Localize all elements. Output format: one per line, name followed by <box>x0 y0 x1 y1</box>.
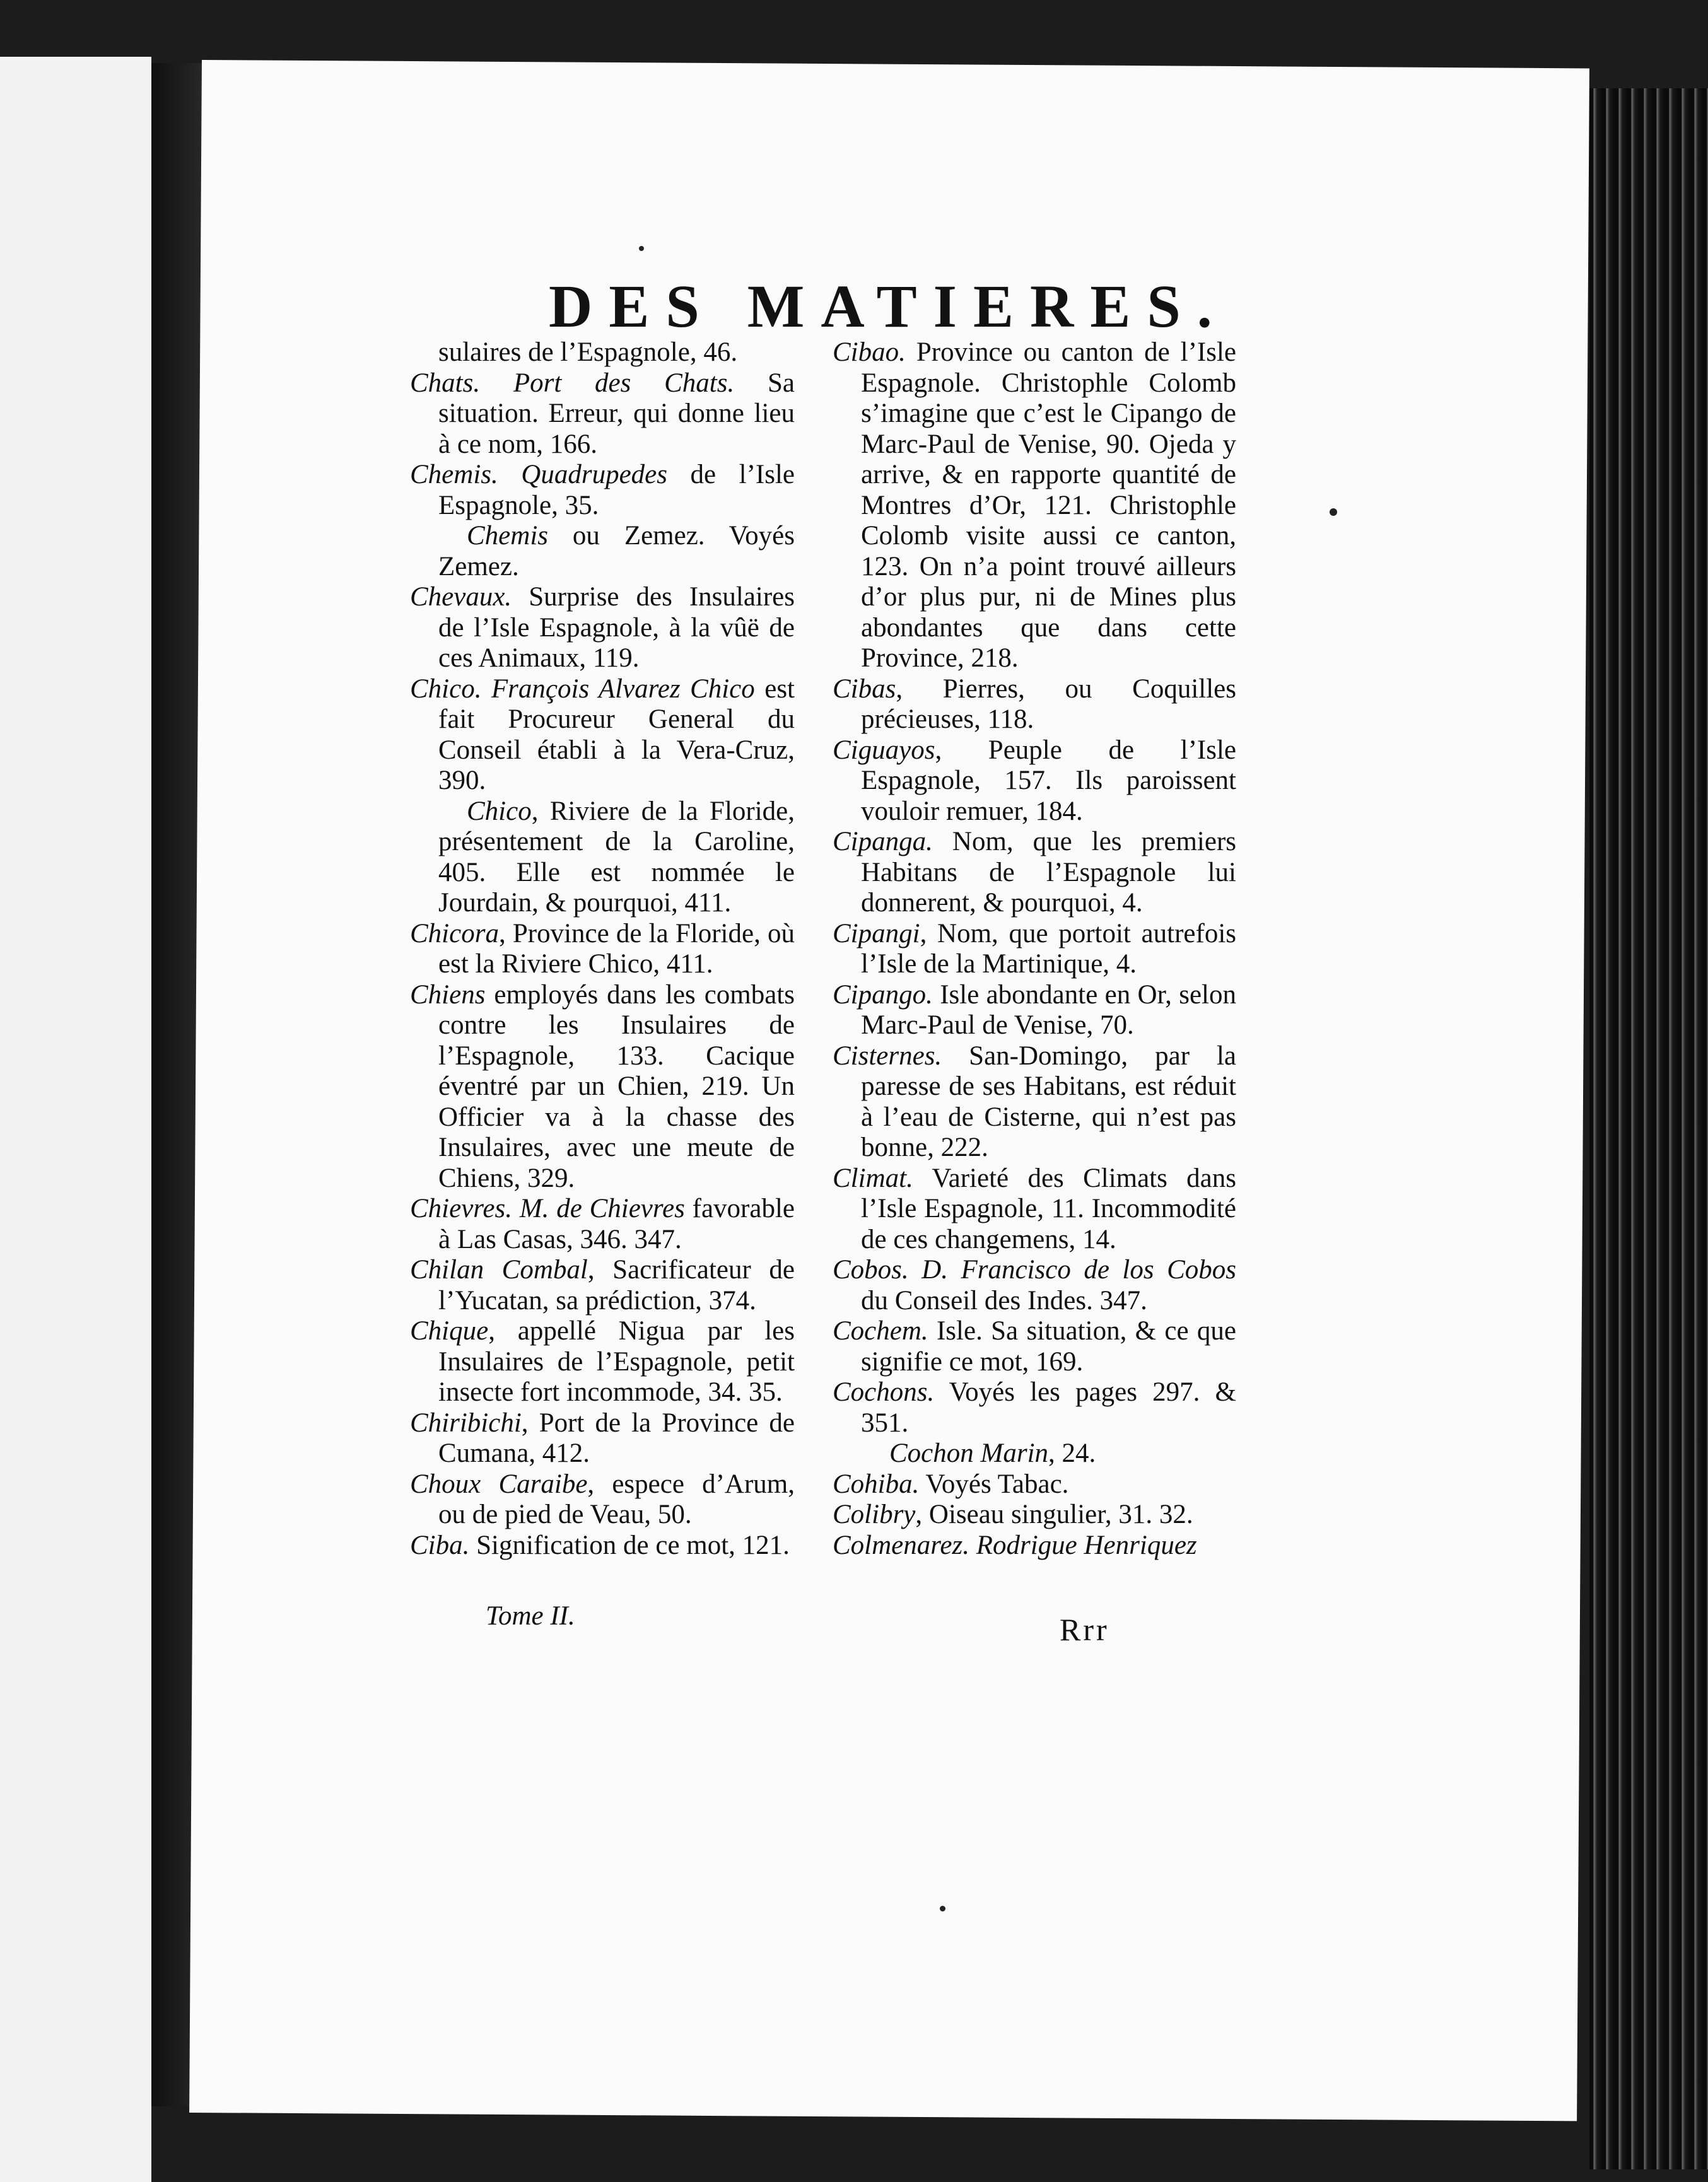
index-entry <box>410 1194 795 1255</box>
index-entry <box>833 1531 1236 1561</box>
entry-keyword: Chemis <box>467 521 548 551</box>
page-heading: DES MATIERES. <box>549 272 1229 340</box>
index-entry <box>833 1041 1236 1164</box>
entry-keyword: Chilan Combal <box>410 1255 588 1285</box>
index-entry <box>833 980 1236 1041</box>
entry-text: San-Domingo, par la paresse de ses Habitans, est réduit à l’eau de Cisterne, qui n’est pas bonne, 222. <box>861 1041 1236 1162</box>
index-column-right <box>833 337 1236 1561</box>
entry-text: , Oiseau singulier, 31. 32. <box>915 1500 1193 1529</box>
index-entry <box>410 674 795 796</box>
entry-text: , espece d’Arum, ou de pied de Veau, 50. <box>438 1469 795 1529</box>
index-entry <box>833 674 1236 735</box>
entry-keyword: Cipango. <box>833 979 933 1010</box>
index-entry <box>410 1531 795 1561</box>
entry-text: favorable à Las Casas, 346. 347. <box>438 1194 795 1254</box>
index-entry <box>833 1255 1236 1316</box>
entry-keyword: Ciba. <box>410 1530 470 1560</box>
index-entry <box>410 919 795 980</box>
index-entry <box>833 1469 1236 1500</box>
index-entry <box>833 337 1236 674</box>
index-entry <box>833 1164 1236 1256</box>
entry-text: , 24. <box>1048 1438 1096 1468</box>
index-entry <box>833 735 1236 827</box>
entry-keyword: Cochons. <box>833 1377 935 1407</box>
entry-text: Nom, que les premiers Habitans de l’Espagnole lui donnerent, & pourquoi, 4. <box>861 827 1236 918</box>
index-entry <box>833 827 1236 919</box>
facing-page-edge <box>0 57 151 2182</box>
index-entry <box>410 1316 795 1408</box>
entry-text: , Sacrificateur de l’Yucatan, sa prédiction, 374. <box>438 1255 795 1316</box>
entry-keyword: Cochon Marin <box>889 1438 1049 1468</box>
index-entry <box>410 582 795 674</box>
entry-text: Signification de ce mot, 121. <box>469 1530 790 1560</box>
entry-text: sulaires de l’Espagnole, 46. <box>438 337 738 367</box>
index-entry <box>410 337 795 368</box>
index-entry <box>410 1408 795 1469</box>
index-entry <box>410 796 795 919</box>
entry-keyword: Cibao. <box>833 337 906 367</box>
entry-text: Voyés les pages 297. & 351. <box>861 1377 1236 1438</box>
index-entry <box>833 1377 1236 1438</box>
entry-text: ou Zemez. Voyés Zemez. <box>438 521 795 581</box>
index-entry <box>410 980 795 1194</box>
entry-keyword: Colibry <box>833 1500 916 1529</box>
entry-text: , Riviere de la Floride, présentement de la Caroline, 405. Elle est nommée le Jourdain, & pourquoi, 411. <box>438 796 795 918</box>
entry-text: Sa situation. Erreur, qui donne lieu à ce nom, 166. <box>438 368 795 459</box>
index-entry <box>833 1316 1236 1377</box>
entry-text: , Peuple de l’Isle Espagnole, 157. Ils paroissent vouloir remuer, 184. <box>861 735 1236 826</box>
entry-text: , Port de la Province de Cumana, 412. <box>438 1408 795 1468</box>
entry-keyword: Cobos. D. Francisco de los Cobos <box>833 1255 1236 1285</box>
entry-keyword: Ciguayos <box>833 735 935 765</box>
entry-keyword: Chemis. Quadrupedes <box>410 460 667 489</box>
entry-text: Isle. Sa situation, & ce que signifie ce mot, 169. <box>861 1316 1236 1377</box>
entry-text: de l’Isle Espagnole, 35. <box>438 460 795 520</box>
entry-keyword: Cohiba. <box>833 1469 920 1499</box>
entry-text: , Pierres, ou Coquilles précieuses, 118. <box>861 674 1236 734</box>
entry-text: , Nom, que portoit autrefois l’Isle de la Martinique, 4. <box>861 918 1236 979</box>
entry-keyword: Cochem. <box>833 1316 928 1346</box>
entry-text: Voyés Tabac. <box>919 1469 1069 1499</box>
entry-text: , Province de la Floride, où est la Riviere Chico, 411. <box>438 918 795 979</box>
entry-keyword: Chico <box>467 796 532 826</box>
entry-keyword: Cibas <box>833 674 896 704</box>
entry-keyword: Chiribichi <box>410 1408 522 1438</box>
entry-keyword: Chievres. M. de Chievres <box>410 1194 685 1223</box>
entry-text: employés dans les combats contre les Insulaires de l’Espagnole, 133. Cacique éventré par un Chien, 219. Un Officier va à la chasse des Insulaires, avec une meute de Chiens, 329. <box>438 979 795 1193</box>
entry-keyword: Chique <box>410 1316 489 1346</box>
entry-keyword: Chiens <box>410 979 486 1010</box>
index-entry <box>410 521 795 582</box>
ink-speck <box>940 1906 945 1911</box>
entry-text: est fait Procureur General du Conseil établi à la Vera-Cruz, 390. <box>438 674 795 795</box>
entry-text: Isle abondante en Or, selon Marc-Paul de Venise, 70. <box>861 979 1236 1040</box>
entry-text: du Conseil des Indes. 347. <box>861 1285 1147 1316</box>
entry-keyword: Colmenarez. Rodrigue Henriquez <box>833 1530 1197 1560</box>
entry-text: Varieté des Climats dans l’Isle Espagnole, 11. Incommodité de ces changemens, 14. <box>861 1163 1236 1254</box>
entry-keyword: Climat. <box>833 1163 913 1193</box>
entry-keyword: Chico. François Alvarez Chico <box>410 674 755 704</box>
index-entry <box>410 368 795 460</box>
index-entry <box>833 919 1236 980</box>
entry-keyword: Choux Caraibe <box>410 1469 588 1499</box>
entry-keyword: Cipanga. <box>833 827 933 856</box>
index-entry <box>410 1255 795 1316</box>
entry-keyword: Chicora <box>410 918 499 948</box>
index-column-left <box>410 337 795 1561</box>
ink-speck <box>639 246 644 251</box>
ink-speck <box>1330 508 1337 516</box>
index-entry <box>833 1438 1236 1469</box>
signature-mark: Rrr <box>1060 1612 1109 1647</box>
entry-text: Province ou canton de l’Isle Espagnole. Christophle Colomb s’imagine que c’est le Cipango de Marc-Paul de Venise, 90. Ojeda y arrive, & en rapporte quantité de Montres d’Or, 121. Christophle Colomb visite aussi ce canton, 123. On n’a point trouvé ailleurs d’or plus pur, ni de Mines plus abondantes que dans cette Province, 218. <box>861 337 1236 673</box>
index-entry <box>833 1500 1236 1531</box>
index-entry <box>410 1469 795 1531</box>
entry-keyword: Cisternes. <box>833 1041 942 1071</box>
entry-keyword: Cipangi <box>833 918 920 948</box>
entry-keyword: Chevaux. <box>410 582 512 612</box>
entry-keyword: Chats. Port des Chats. <box>410 368 735 398</box>
entry-text: , appellé Nigua par les Insulaires de l’Espagnole, petit insecte fort incommode, 34. 35. <box>438 1316 795 1407</box>
entry-text: Surprise des Insulaires de l’Isle Espagnole, à la vûë de ces Animaux, 119. <box>438 582 795 673</box>
index-entry <box>410 460 795 521</box>
volume-label: Tome II. <box>486 1601 575 1631</box>
book-page-edges <box>1589 88 1708 2169</box>
